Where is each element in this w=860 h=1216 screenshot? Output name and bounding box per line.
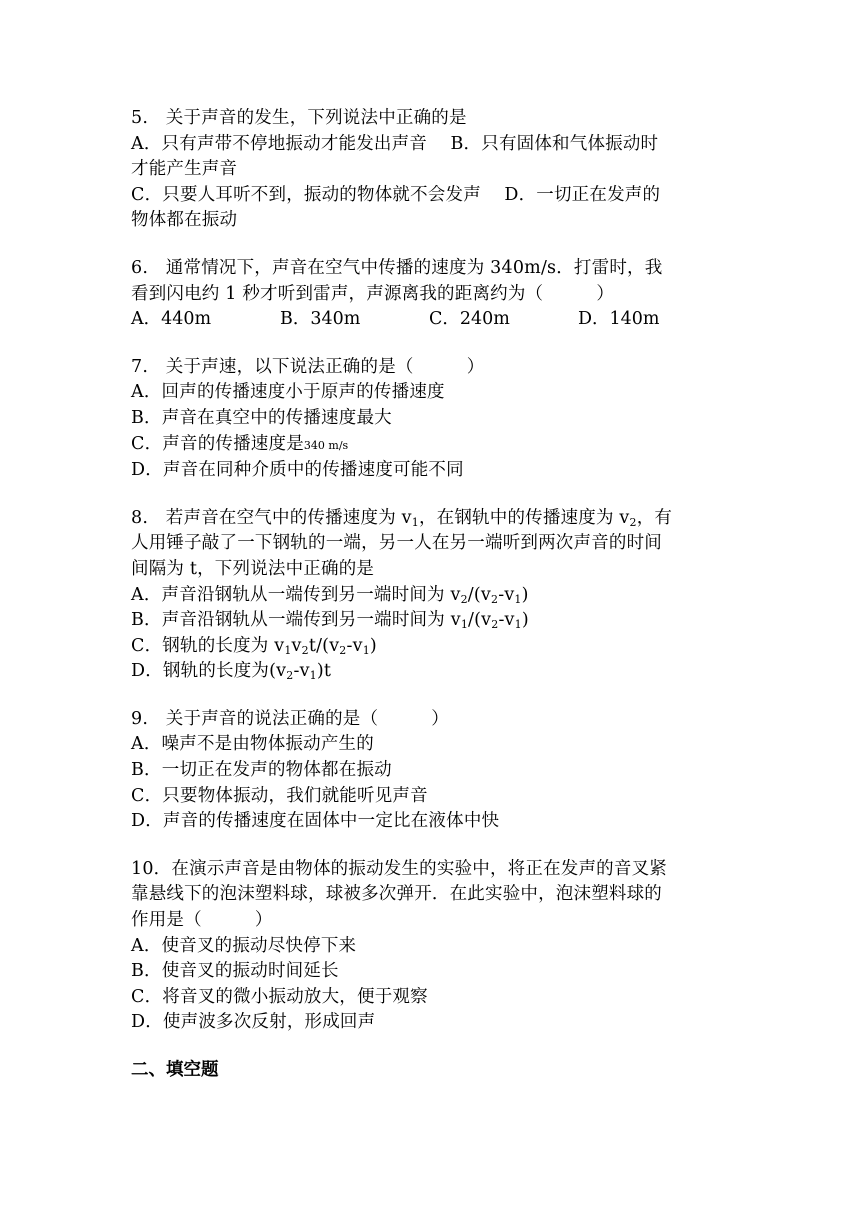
question-6-option-a: A．440m [131,309,212,330]
question-10-option-c: C．将音叉的微小振动放大，便于观察 [131,986,428,1007]
subscript-2: 2 [286,669,294,683]
section-title-fill-in: 二、填空题 [131,1060,219,1080]
question-5-options-ab: A．只有声带不停地振动才能发出声音 B．只有固体和气体振动时 [131,133,659,154]
question-6-options [131,307,731,333]
subscript-1: 1 [514,592,522,606]
question-6 [131,256,731,333]
question-5-options-cd-cont: 物体都在振动 [131,210,238,231]
question-7-option-c-text: C．声音的传播速度是 [131,433,304,454]
question-7-stem: 7. 关于声速，以下说法正确的是（ ） [131,356,485,377]
question-10 [131,857,731,1036]
subscript-1: 1 [309,669,317,683]
subscript-1: 1 [411,515,419,529]
question-7-option-c [131,432,731,459]
exam-page [131,106,731,1084]
question-5-options-cd: C．只要人耳听不到，振动的物体就不会发声 D．一切正在发声的 [131,184,661,205]
subscript-2: 2 [301,643,309,657]
question-9 [131,707,731,835]
question-7-option-d: D．声音在同种介质中的传播速度可能不同 [131,460,464,481]
question-5 [131,106,731,234]
question-9-option-a: A．噪声不是由物体振动产生的 [131,734,374,755]
question-7-option-a: A．回声的传播速度小于原声的传播速度 [131,382,445,403]
question-5-stem: 5. 关于声音的发生，下列说法中正确的是 [131,108,467,128]
question-7-option-b: B．声音在真空中的传播速度最大 [131,407,392,428]
question-8-stem-part-c: ，有 [636,507,673,528]
question-9-option-d: D．声音的传播速度在固体中一定比在液体中快 [131,811,500,832]
question-6-stem-line2: 看到闪电约 1 秒才听到雷声，声源离我的距离约为（ ） [131,283,615,304]
question-8-stem-line1 [131,506,731,532]
question-6-stem-line1: 6. 通常情况下，声音在空气中传播的速度为 340m/s．打雷时，我 [131,257,663,278]
subscript-2: 2 [629,515,637,529]
question-6-option-c: C．240m [429,309,510,330]
question-8-option-b: B．声音沿钢轨从一端传到另一端时间为 $v_1/(v_2-v_1)$ [131,610,529,632]
question-8-option-c: C．钢轨的长度为 $v_1v_2t/(v_2-v_1)$ [131,635,377,657]
question-8-option-b-text: B．声音沿钢轨从一端传到另一端时间为 v [131,610,461,631]
question-9-option-b: B．一切正在发声的物体都在振动 [131,760,392,781]
question-5-options-ab-cont: 才能产生声音 [131,159,238,180]
subscript-2: 2 [460,592,468,606]
question-7 [131,355,731,484]
question-7-option-c-value: 340 m/s [303,438,349,452]
question-8-option-c-text: C．钢轨的长度为 v [131,635,285,656]
question-6-option-d: D．140m [578,309,660,330]
question-8-option-d-text: D．钢轨的长度为(v [131,661,287,682]
question-8-stem-part-a: 8. 若声音在空气中的传播速度为 v [131,507,412,528]
subscript-1: 1 [362,643,370,657]
question-6-option-b: B．340m [280,309,361,330]
question-8-stem-line3: 间隔为 t，下列说法中正确的是 [131,558,375,579]
question-10-option-d: D．使声波多次反射，形成回声 [131,1012,376,1033]
question-10-option-b: B．使音叉的振动时间延长 [131,961,339,982]
question-8-stem-part-b: ，在钢轨中的传播速度为 v [418,507,630,528]
question-10-stem-line2: 靠悬线下的泡沫塑料球，球被多次弹开．在此实验中，泡沫塑料球的 [131,884,662,905]
question-9-option-c: C．只要物体振动，我们就能听见声音 [131,785,428,806]
question-9-stem: 9. 关于声音的说法正确的是（ ） [131,708,449,729]
subscript-1: 1 [460,618,469,632]
question-8-option-a: A．声音沿钢轨从一端传到另一端时间为 $v_2/(v_2-v_1)$ [131,584,529,606]
question-8-option-d: D．钢轨的长度为$(v_2-v_1)t$ [131,661,332,683]
question-10-stem-line1: 10．在演示声音是由物体的振动发生的实验中，将正在发声的音叉紧 [131,858,667,879]
subscript-2: 2 [491,618,499,632]
question-8-stem-line2: 人用锤子敲了一下钢轨的一端，另一人在另一端听到两次声音的时间 [131,533,662,554]
question-10-stem-line3: 作用是（ ） [131,910,273,931]
subscript-2: 2 [339,643,347,657]
subscript-1: 1 [284,643,292,657]
subscript-2: 2 [491,592,499,606]
question-8 [131,506,731,685]
question-8-option-a-text: A．声音沿钢轨从一端传到另一端时间为 v [131,584,461,605]
question-10-option-a: A．使音叉的振动尽快停下来 [131,935,357,956]
subscript-1: 1 [514,618,522,632]
